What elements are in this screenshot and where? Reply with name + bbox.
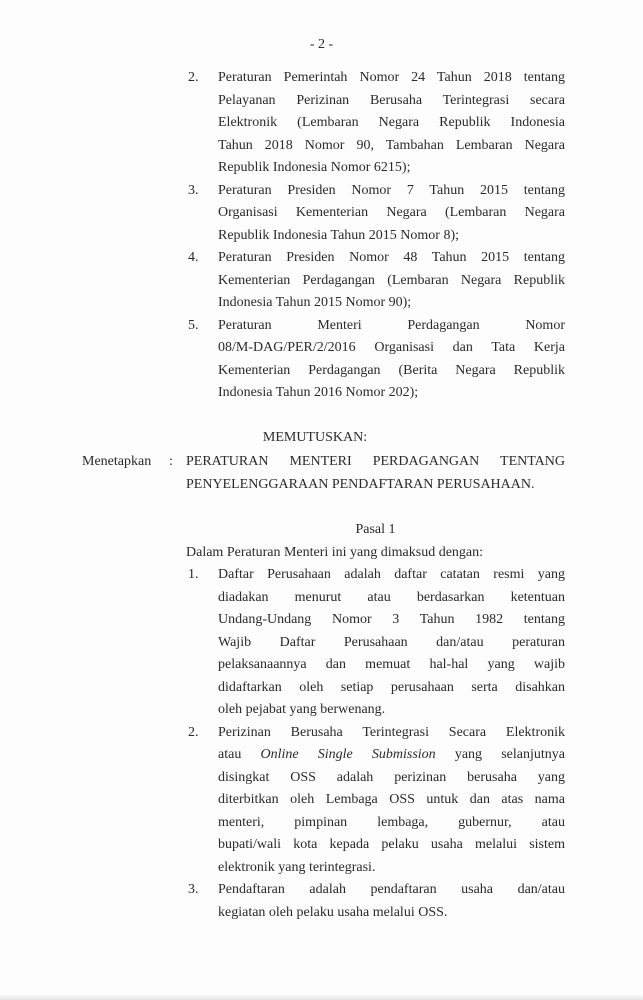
list-item-number: 5. — [188, 317, 199, 333]
list-item-line: pelaksanaannya dan memuat hal-hal yang wajib — [218, 657, 565, 672]
italic-term: Online Single Submission — [260, 747, 436, 762]
list-item-line: Republik Indonesia Nomor 6215); — [218, 160, 411, 175]
list-item-line: Daftar Perusahaan adalah daftar catatan resmi yang — [218, 567, 565, 582]
list-item-line: didaftarkan oleh setiap perusahaan serta disahkan — [218, 679, 565, 695]
list-item-number: 4. — [188, 250, 199, 265]
establish-line-1: PERATURAN MENTERI PERDAGANGAN TENTANG — [186, 454, 565, 469]
establish-line-2: PENYELENGGARAAN PENDAFTARAN PERUSAHAAN. — [186, 477, 535, 492]
list-item-line: Kementerian Perdagangan (Berita Negara Republik — [218, 362, 565, 378]
list-item-line: Pelayanan Perizinan Berusaha Terintegrasi secara — [218, 92, 565, 108]
list-item-line: Indonesia Tahun 2015 Nomor 90); — [218, 295, 412, 310]
list-item-line: Pendaftaran adalah pendaftaran usaha dan/atau — [218, 882, 565, 897]
list-item-line: disingkat OSS adalah perizinan berusaha yang — [218, 769, 565, 785]
list-item-line: Indonesia Tahun 2016 Nomor 202); — [218, 385, 419, 400]
list-item-line: bupati/wali kota kepada pelaku usaha melalui sistem — [218, 837, 565, 852]
establish-colon: : — [169, 454, 173, 469]
list-item-line: Republik Indonesia Tahun 2015 Nomor 8); — [218, 227, 460, 243]
list-item-line: Perizinan Berusaha Terintegrasi Secara Elektronik — [218, 724, 565, 740]
list-item-line: diterbitkan oleh Lembaga OSS untuk dan atas nama — [218, 792, 565, 807]
list-item-line: Wajib Daftar Perusahaan dan/atau peraturan — [218, 634, 565, 650]
list-item-line: atau Online Single Submission yang selanjutnya — [218, 747, 565, 762]
list-item-line: 08/M-DAG/PER/2/2016 Organisasi dan Tata Kerja — [218, 340, 565, 355]
list-item-line: Peraturan Pemerintah Nomor 24 Tahun 2018 tentang — [218, 70, 565, 85]
establish-label: Menetapkan — [82, 454, 152, 469]
decision-heading: MEMUTUSKAN: — [262, 430, 368, 445]
list-item-line: Kementerian Perdagangan (Lembaran Negara Republik — [218, 272, 565, 288]
page-number: - 2 - — [309, 37, 334, 52]
list-item-line: Undang-Undang Nomor 3 Tahun 1982 tentang — [218, 612, 565, 627]
list-item-number: 2. — [188, 70, 199, 85]
article-intro: Dalam Peraturan Menteri ini yang dimaksud dengan: — [186, 545, 484, 560]
list-item-line: oleh pejabat yang berwenang. — [218, 702, 386, 717]
list-item-line: Elektronik (Lembaran Negara Republik Indonesia — [218, 115, 565, 130]
list-item-number: 3. — [188, 182, 199, 198]
list-item-line: elektronik yang terintegrasi. — [218, 859, 376, 875]
article-title: Pasal 1 — [355, 522, 396, 537]
list-item-line: Peraturan Presiden Nomor 48 Tahun 2015 tentang — [218, 250, 565, 265]
list-item-line: menteri, pimpinan lembaga, gubernur, atau — [218, 814, 565, 830]
list-item-number: 2. — [188, 724, 199, 740]
list-item-line: diadakan menurut atau berdasarkan ketentuan — [218, 589, 565, 605]
scan-edge — [0, 994, 643, 1000]
list-item-number: 1. — [188, 567, 199, 582]
list-item-number: 3. — [188, 882, 199, 897]
list-item-line: Tahun 2018 Nomor 90, Tambahan Lembaran Negara — [218, 137, 565, 153]
list-item-line: Organisasi Kementerian Negara (Lembaran Negara — [218, 205, 565, 220]
list-item-line: Peraturan Presiden Nomor 7 Tahun 2015 tentang — [218, 182, 565, 198]
list-item-line: Peraturan Menteri Perdagangan Nomor — [218, 317, 565, 333]
list-item-line: kegiatan oleh pelaku usaha melalui OSS. — [218, 904, 448, 920]
